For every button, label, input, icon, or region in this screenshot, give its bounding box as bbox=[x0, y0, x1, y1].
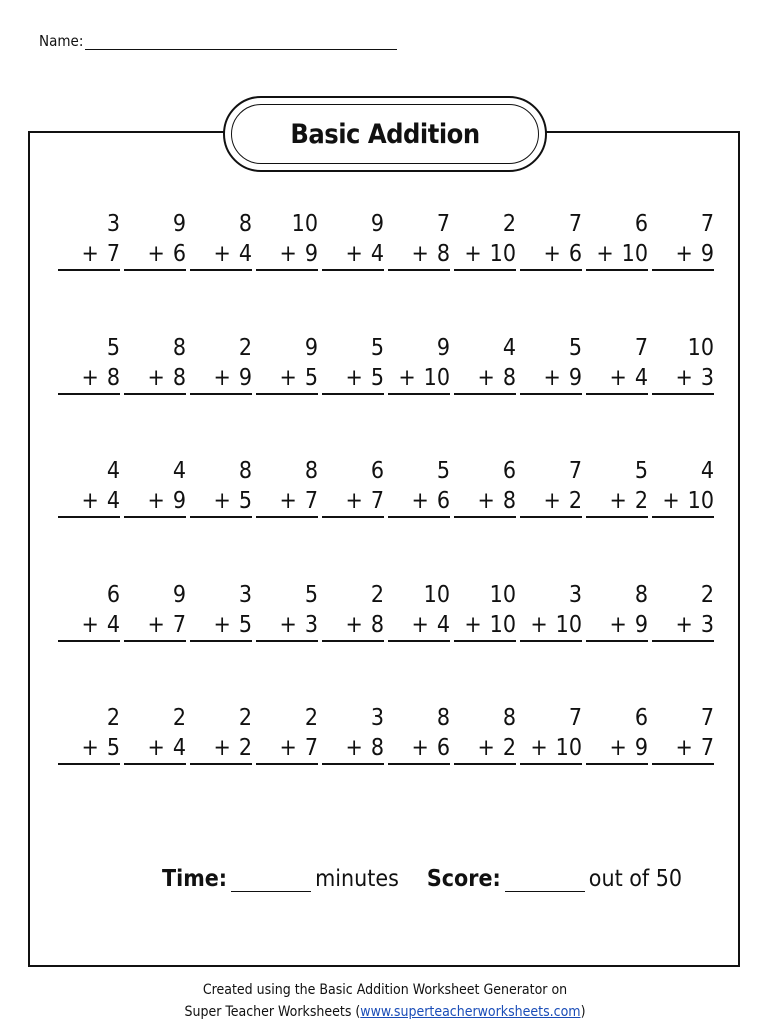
out-of-text: out of 50 bbox=[588, 866, 683, 892]
problem-grid bbox=[58, 209, 718, 827]
plus-operator: + bbox=[477, 364, 495, 391]
plus-operator: + bbox=[543, 488, 561, 514]
top-addend: 2 bbox=[172, 705, 186, 731]
bottom-addend-line bbox=[652, 610, 714, 642]
bottom-addend-line bbox=[322, 363, 384, 395]
bottom-addend-line bbox=[190, 486, 252, 518]
bottom-addend: 10 bbox=[621, 241, 648, 267]
bottom-addend-line bbox=[454, 486, 516, 518]
bottom-addend-line bbox=[190, 610, 252, 642]
plus-operator: + bbox=[675, 611, 693, 638]
bottom-addend-line bbox=[520, 610, 582, 642]
plus-operator: + bbox=[543, 241, 561, 267]
score-label: Score: bbox=[426, 866, 501, 892]
bottom-addend: 7 bbox=[106, 241, 120, 267]
plus-operator: + bbox=[477, 735, 495, 761]
addition-problem bbox=[322, 456, 388, 580]
bottom-addend-line bbox=[652, 733, 714, 765]
addition-problem bbox=[256, 209, 322, 333]
bottom-addend: 8 bbox=[370, 735, 384, 761]
addition-problem bbox=[124, 580, 190, 704]
addition-problem bbox=[388, 580, 454, 704]
bottom-addend: 9 bbox=[238, 364, 252, 391]
bottom-addend-line bbox=[586, 363, 648, 395]
bottom-addend-line bbox=[454, 733, 516, 765]
plus-operator: + bbox=[609, 735, 627, 761]
plus-operator: + bbox=[464, 241, 482, 267]
bottom-addend-line bbox=[190, 239, 252, 271]
plus-operator: + bbox=[147, 735, 165, 761]
addition-problem bbox=[388, 209, 454, 333]
credit-line-2 bbox=[0, 1001, 770, 1023]
plus-operator: + bbox=[530, 735, 548, 761]
plus-operator: + bbox=[279, 611, 297, 638]
top-addend: 7 bbox=[700, 211, 714, 237]
bottom-addend: 9 bbox=[172, 488, 186, 514]
credit-prefix: Super Teacher Worksheets ( bbox=[184, 1004, 361, 1020]
top-addend: 2 bbox=[370, 581, 384, 608]
addition-problem bbox=[520, 456, 586, 580]
bottom-addend-line bbox=[58, 486, 120, 518]
problem-row bbox=[58, 456, 718, 580]
bottom-addend: 4 bbox=[370, 241, 384, 267]
bottom-addend: 2 bbox=[634, 488, 648, 514]
addition-problem bbox=[454, 209, 520, 333]
plus-operator: + bbox=[81, 611, 99, 638]
plus-operator: + bbox=[398, 364, 416, 391]
addition-problem bbox=[124, 333, 190, 457]
plus-operator: + bbox=[279, 488, 297, 514]
plus-operator: + bbox=[345, 611, 363, 638]
bottom-addend: 5 bbox=[106, 735, 120, 761]
bottom-addend-line bbox=[124, 239, 186, 271]
bottom-addend: 3 bbox=[304, 611, 318, 638]
addition-problem bbox=[586, 580, 652, 704]
addition-problem bbox=[454, 703, 520, 827]
plus-operator: + bbox=[596, 241, 614, 267]
bottom-addend-line bbox=[388, 733, 450, 765]
bottom-addend: 10 bbox=[687, 488, 714, 514]
bottom-addend-line bbox=[454, 610, 516, 642]
addition-problem bbox=[652, 333, 718, 457]
top-addend: 9 bbox=[436, 334, 450, 361]
top-addend: 9 bbox=[172, 211, 186, 237]
bottom-addend-line bbox=[520, 486, 582, 518]
addition-problem bbox=[256, 703, 322, 827]
bottom-addend: 9 bbox=[304, 241, 318, 267]
bottom-addend: 6 bbox=[436, 735, 450, 761]
bottom-addend-line bbox=[322, 239, 384, 271]
plus-operator: + bbox=[675, 364, 693, 391]
bottom-addend-line bbox=[256, 610, 318, 642]
plus-operator: + bbox=[279, 364, 297, 391]
addition-problem bbox=[586, 703, 652, 827]
addition-problem bbox=[454, 580, 520, 704]
top-addend: 7 bbox=[568, 705, 582, 731]
top-addend: 7 bbox=[634, 334, 648, 361]
plus-operator: + bbox=[147, 241, 165, 267]
bottom-addend: 8 bbox=[502, 488, 516, 514]
top-addend: 8 bbox=[172, 334, 186, 361]
bottom-addend-line bbox=[256, 733, 318, 765]
addition-problem bbox=[520, 333, 586, 457]
addition-problem bbox=[58, 209, 124, 333]
bottom-addend: 10 bbox=[555, 611, 582, 638]
bottom-addend-line bbox=[124, 486, 186, 518]
top-addend: 5 bbox=[436, 458, 450, 484]
addition-problem bbox=[190, 580, 256, 704]
bottom-addend-line bbox=[58, 610, 120, 642]
bottom-addend: 6 bbox=[568, 241, 582, 267]
bottom-addend: 4 bbox=[172, 735, 186, 761]
top-addend: 5 bbox=[106, 334, 120, 361]
worksheet-title: Basic Addition bbox=[290, 118, 480, 150]
bottom-addend: 9 bbox=[634, 611, 648, 638]
bottom-addend-line bbox=[586, 486, 648, 518]
plus-operator: + bbox=[213, 735, 231, 761]
bottom-addend-line bbox=[124, 733, 186, 765]
plus-operator: + bbox=[345, 735, 363, 761]
bottom-addend: 7 bbox=[304, 735, 318, 761]
addition-problem bbox=[322, 333, 388, 457]
addition-problem bbox=[322, 209, 388, 333]
top-addend: 2 bbox=[502, 211, 516, 237]
addition-problem bbox=[652, 703, 718, 827]
bottom-addend: 10 bbox=[489, 611, 516, 638]
addition-problem bbox=[124, 209, 190, 333]
addition-problem bbox=[190, 209, 256, 333]
top-addend: 6 bbox=[502, 458, 516, 484]
bottom-addend-line bbox=[388, 486, 450, 518]
addition-problem bbox=[58, 456, 124, 580]
top-addend: 6 bbox=[106, 581, 120, 608]
plus-operator: + bbox=[411, 488, 429, 514]
bottom-addend: 8 bbox=[106, 364, 120, 391]
top-addend: 5 bbox=[634, 458, 648, 484]
addition-problem bbox=[322, 703, 388, 827]
name-label: Name: bbox=[39, 32, 84, 50]
bottom-addend-line bbox=[256, 486, 318, 518]
top-addend: 8 bbox=[304, 458, 318, 484]
bottom-addend: 7 bbox=[172, 611, 186, 638]
bottom-addend-line bbox=[454, 239, 516, 271]
plus-operator: + bbox=[147, 611, 165, 638]
plus-operator: + bbox=[213, 364, 231, 391]
addition-problem bbox=[190, 456, 256, 580]
plus-operator: + bbox=[279, 735, 297, 761]
problem-row bbox=[58, 580, 718, 704]
plus-operator: + bbox=[147, 364, 165, 391]
addition-problem bbox=[256, 456, 322, 580]
bottom-addend-line bbox=[322, 733, 384, 765]
plus-operator: + bbox=[213, 611, 231, 638]
plus-operator: + bbox=[279, 241, 297, 267]
top-addend: 8 bbox=[634, 581, 648, 608]
plus-operator: + bbox=[81, 241, 99, 267]
top-addend: 2 bbox=[106, 705, 120, 731]
bottom-addend-line bbox=[124, 610, 186, 642]
plus-operator: + bbox=[609, 364, 627, 391]
bottom-addend: 6 bbox=[172, 241, 186, 267]
plus-operator: + bbox=[213, 241, 231, 267]
bottom-addend: 10 bbox=[555, 735, 582, 761]
bottom-addend: 5 bbox=[238, 611, 252, 638]
bottom-addend-line bbox=[190, 363, 252, 395]
bottom-addend: 3 bbox=[700, 611, 714, 638]
addition-problem bbox=[58, 580, 124, 704]
name-blank-line bbox=[85, 33, 397, 50]
plus-operator: + bbox=[662, 488, 680, 514]
bottom-addend-line bbox=[256, 363, 318, 395]
addition-problem bbox=[388, 456, 454, 580]
top-addend: 6 bbox=[370, 458, 384, 484]
plus-operator: + bbox=[345, 241, 363, 267]
top-addend: 7 bbox=[568, 211, 582, 237]
plus-operator: + bbox=[675, 735, 693, 761]
bottom-addend-line bbox=[322, 610, 384, 642]
name-field-row bbox=[39, 32, 397, 50]
addition-problem bbox=[520, 209, 586, 333]
plus-operator: + bbox=[81, 364, 99, 391]
bottom-addend: 2 bbox=[238, 735, 252, 761]
plus-operator: + bbox=[345, 488, 363, 514]
bottom-addend: 5 bbox=[370, 364, 384, 391]
plus-operator: + bbox=[81, 488, 99, 514]
top-addend: 5 bbox=[304, 581, 318, 608]
addition-problem bbox=[454, 456, 520, 580]
top-addend: 8 bbox=[502, 705, 516, 731]
top-addend: 7 bbox=[568, 458, 582, 484]
bottom-addend-line bbox=[58, 239, 120, 271]
bottom-addend: 8 bbox=[436, 241, 450, 267]
bottom-addend: 4 bbox=[634, 364, 648, 391]
bottom-addend-line bbox=[586, 733, 648, 765]
addition-problem bbox=[520, 580, 586, 704]
addition-problem bbox=[520, 703, 586, 827]
bottom-addend: 8 bbox=[370, 611, 384, 638]
plus-operator: + bbox=[530, 611, 548, 638]
bottom-addend: 7 bbox=[700, 735, 714, 761]
bottom-addend-line bbox=[652, 363, 714, 395]
top-addend: 6 bbox=[634, 211, 648, 237]
minutes-text: minutes bbox=[315, 866, 399, 892]
top-addend: 8 bbox=[238, 211, 252, 237]
bottom-addend: 6 bbox=[436, 488, 450, 514]
bottom-addend: 5 bbox=[304, 364, 318, 391]
addition-problem bbox=[124, 456, 190, 580]
addition-problem bbox=[58, 703, 124, 827]
bottom-addend-line bbox=[520, 363, 582, 395]
top-addend: 10 bbox=[291, 211, 318, 237]
bottom-addend-line bbox=[586, 239, 648, 271]
top-addend: 8 bbox=[238, 458, 252, 484]
top-addend: 2 bbox=[304, 705, 318, 731]
top-addend: 4 bbox=[172, 458, 186, 484]
top-addend: 8 bbox=[436, 705, 450, 731]
top-addend: 3 bbox=[238, 581, 252, 608]
plus-operator: + bbox=[411, 735, 429, 761]
addition-problem bbox=[652, 209, 718, 333]
addition-problem bbox=[652, 580, 718, 704]
bottom-addend-line bbox=[586, 610, 648, 642]
bottom-addend: 2 bbox=[568, 488, 582, 514]
plus-operator: + bbox=[411, 241, 429, 267]
plus-operator: + bbox=[543, 364, 561, 391]
addition-problem bbox=[322, 580, 388, 704]
bottom-addend: 4 bbox=[238, 241, 252, 267]
addition-problem bbox=[256, 333, 322, 457]
bottom-addend: 9 bbox=[634, 735, 648, 761]
score-blank bbox=[505, 869, 585, 892]
top-addend: 7 bbox=[700, 705, 714, 731]
top-addend: 2 bbox=[238, 705, 252, 731]
plus-operator: + bbox=[345, 364, 363, 391]
bottom-addend: 9 bbox=[568, 364, 582, 391]
credit-suffix: ) bbox=[580, 1004, 586, 1020]
plus-operator: + bbox=[213, 488, 231, 514]
problem-row bbox=[58, 333, 718, 457]
addition-problem bbox=[124, 703, 190, 827]
addition-problem bbox=[388, 703, 454, 827]
bottom-addend-line bbox=[388, 363, 450, 395]
bottom-addend: 2 bbox=[502, 735, 516, 761]
top-addend: 2 bbox=[700, 581, 714, 608]
bottom-addend: 4 bbox=[106, 488, 120, 514]
plus-operator: + bbox=[477, 488, 495, 514]
addition-problem bbox=[586, 333, 652, 457]
bottom-addend-line bbox=[520, 239, 582, 271]
time-score-row bbox=[162, 866, 682, 892]
plus-operator: + bbox=[81, 735, 99, 761]
plus-operator: + bbox=[609, 488, 627, 514]
bottom-addend: 10 bbox=[423, 364, 450, 391]
top-addend: 10 bbox=[489, 581, 516, 608]
website-link[interactable]: www.superteacherworksheets.com bbox=[360, 1004, 581, 1020]
bottom-addend-line bbox=[58, 733, 120, 765]
top-addend: 3 bbox=[106, 211, 120, 237]
bottom-addend: 4 bbox=[436, 611, 450, 638]
credit-footer bbox=[0, 979, 770, 1023]
bottom-addend-line bbox=[520, 733, 582, 765]
plus-operator: + bbox=[675, 241, 693, 267]
bottom-addend: 5 bbox=[238, 488, 252, 514]
plus-operator: + bbox=[147, 488, 165, 514]
top-addend: 4 bbox=[502, 334, 516, 361]
addition-problem bbox=[586, 456, 652, 580]
addition-problem bbox=[190, 703, 256, 827]
bottom-addend-line bbox=[322, 486, 384, 518]
bottom-addend: 10 bbox=[489, 241, 516, 267]
top-addend: 10 bbox=[423, 581, 450, 608]
top-addend: 3 bbox=[568, 581, 582, 608]
top-addend: 3 bbox=[370, 705, 384, 731]
bottom-addend: 8 bbox=[172, 364, 186, 391]
addition-problem bbox=[454, 333, 520, 457]
bottom-addend-line bbox=[58, 363, 120, 395]
bottom-addend-line bbox=[256, 239, 318, 271]
bottom-addend-line bbox=[652, 239, 714, 271]
bottom-addend: 9 bbox=[700, 241, 714, 267]
bottom-addend: 8 bbox=[502, 364, 516, 391]
credit-line-1: Created using the Basic Addition Worksheet Generator on bbox=[202, 982, 568, 998]
bottom-addend-line bbox=[454, 363, 516, 395]
bottom-addend-line bbox=[388, 239, 450, 271]
bottom-addend-line bbox=[190, 733, 252, 765]
title-banner bbox=[223, 96, 547, 172]
top-addend: 2 bbox=[238, 334, 252, 361]
top-addend: 4 bbox=[700, 458, 714, 484]
top-addend: 7 bbox=[436, 211, 450, 237]
top-addend: 5 bbox=[370, 334, 384, 361]
addition-problem bbox=[190, 333, 256, 457]
addition-problem bbox=[58, 333, 124, 457]
top-addend: 9 bbox=[172, 581, 186, 608]
bottom-addend-line bbox=[388, 610, 450, 642]
problem-row bbox=[58, 209, 718, 333]
bottom-addend: 4 bbox=[106, 611, 120, 638]
problem-row bbox=[58, 703, 718, 827]
time-label: Time: bbox=[162, 866, 228, 892]
top-addend: 9 bbox=[370, 211, 384, 237]
bottom-addend: 3 bbox=[700, 364, 714, 391]
addition-problem bbox=[586, 209, 652, 333]
addition-problem bbox=[256, 580, 322, 704]
top-addend: 10 bbox=[687, 334, 714, 361]
bottom-addend: 7 bbox=[304, 488, 318, 514]
time-blank bbox=[231, 869, 311, 892]
top-addend: 5 bbox=[568, 334, 582, 361]
top-addend: 6 bbox=[634, 705, 648, 731]
plus-operator: + bbox=[609, 611, 627, 638]
bottom-addend: 7 bbox=[370, 488, 384, 514]
top-addend: 4 bbox=[106, 458, 120, 484]
plus-operator: + bbox=[411, 611, 429, 638]
addition-problem bbox=[388, 333, 454, 457]
addition-problem bbox=[652, 456, 718, 580]
plus-operator: + bbox=[464, 611, 482, 638]
bottom-addend-line bbox=[124, 363, 186, 395]
top-addend: 9 bbox=[304, 334, 318, 361]
bottom-addend-line bbox=[652, 486, 714, 518]
